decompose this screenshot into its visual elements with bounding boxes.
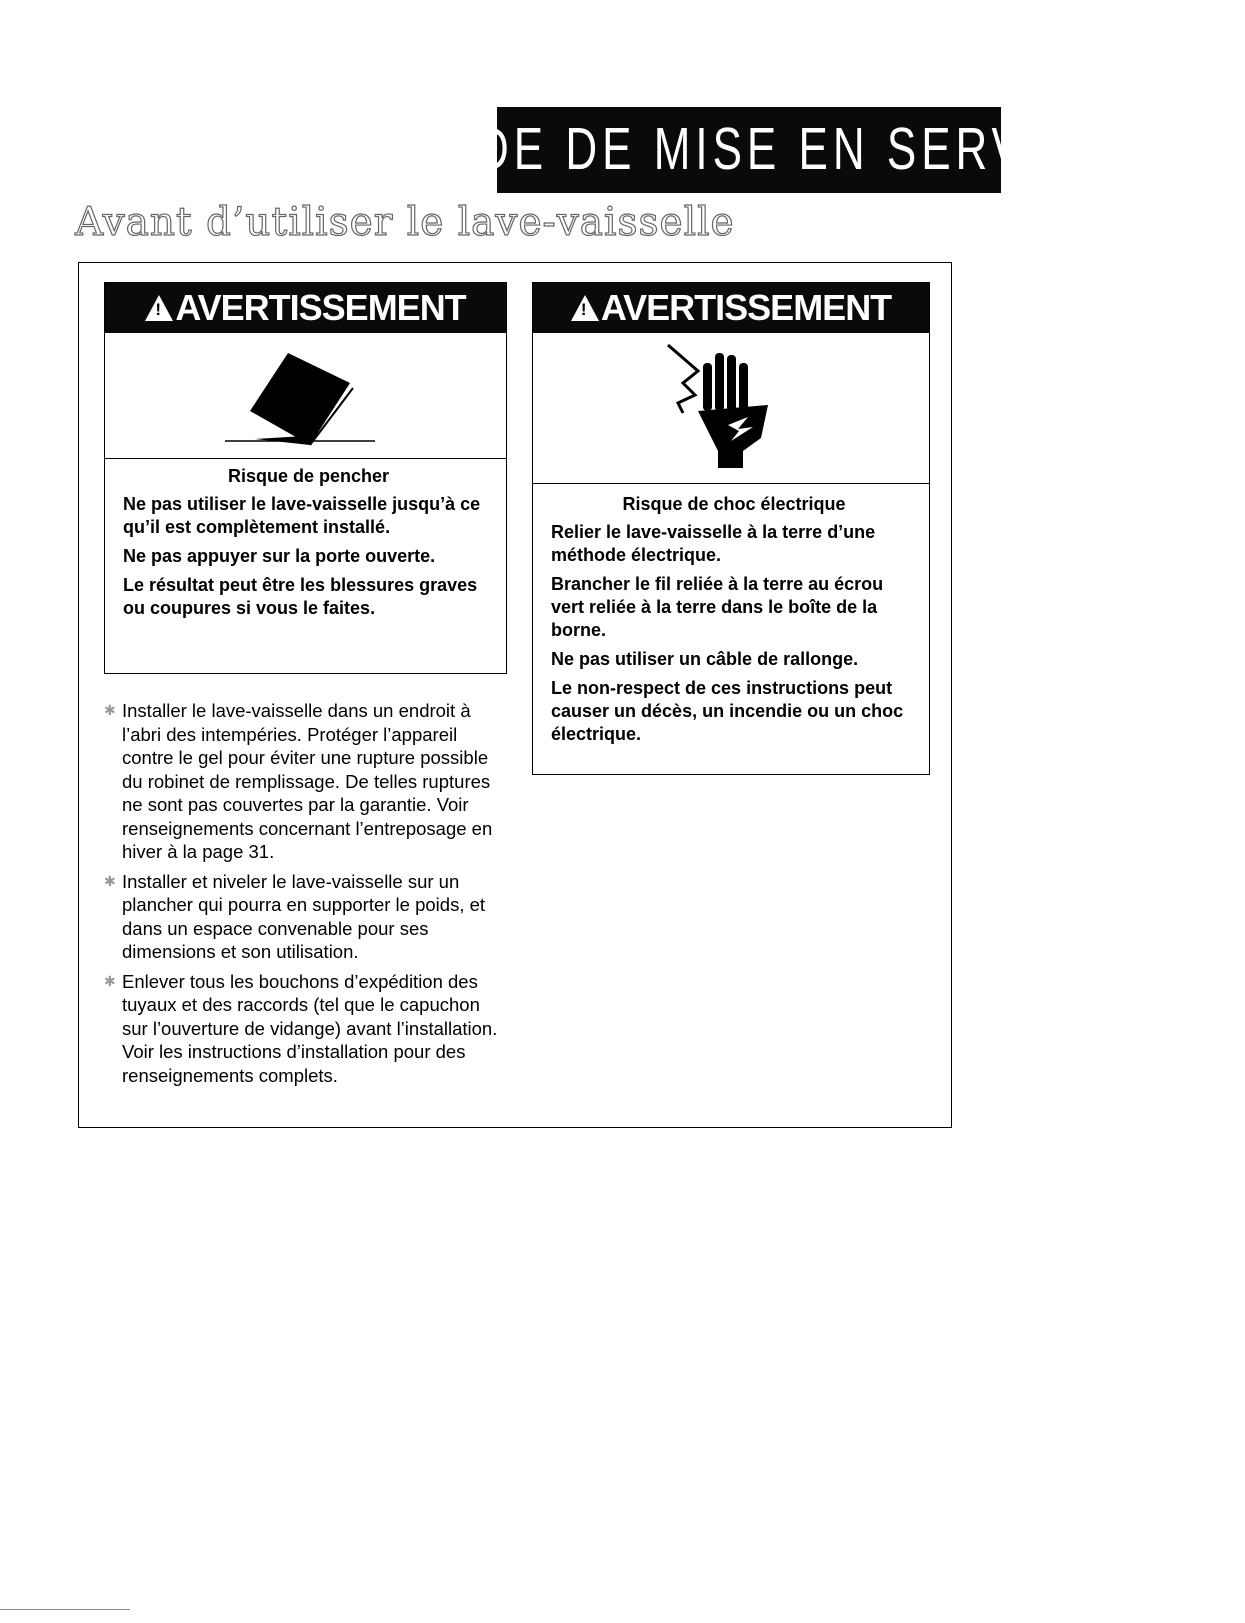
header-banner-text: GUIDE DE MISE EN SERVICE — [383, 116, 1115, 183]
warning-divider — [105, 458, 506, 459]
electric-shock-hand-icon — [533, 333, 929, 478]
warning-triangle-icon — [145, 295, 173, 321]
list-item-text: Installer le lave-vaisselle dans un endroit à l’abri des intempéries. Protéger l’appareil contre le gel pour éviter une rupture possible du robinet de remplissage. De telles ruptures ne sont pas couvertes par la garantie. Voir renseignements concernant l’entreposage en hiver à la page 31. — [122, 700, 493, 862]
section-title: Avant d’utiliser le lave-vaisselle — [75, 200, 735, 245]
warning-text-electric — [551, 493, 917, 752]
instruction-list — [104, 699, 504, 1093]
list-item — [104, 699, 504, 864]
bullet-icon: ✱ — [104, 972, 116, 989]
warning-text-tipping — [123, 465, 494, 626]
warning-line: Ne pas utiliser un câble de rallonge. — [551, 649, 859, 669]
warning-line: Le résultat peut être les blessures graves ou coupures si vous le faites. — [123, 575, 478, 618]
bullet-icon: ✱ — [104, 702, 116, 718]
warning-line: Ne pas appuyer sur la porte ouverte. — [123, 546, 436, 566]
warning-header — [105, 283, 506, 333]
warning-line: Ne pas utiliser le lave-vaisselle jusqu’à ce qu’il est complètement installé. — [123, 494, 481, 537]
tipping-hazard-icon — [105, 333, 506, 458]
warning-line: Brancher le fil reliée à la terre au écrou vert reliée à la terre dans le boîte de la borne. — [551, 574, 884, 640]
warning-line: Relier le lave-vaisselle à la terre d’une méthode électrique. — [551, 522, 876, 565]
warning-header-label: AVERTISSEMENT — [175, 287, 466, 328]
bullet-icon: ✱ — [104, 872, 116, 889]
header-banner — [383, 107, 1115, 193]
list-item — [104, 970, 504, 1088]
list-item-text: Installer et niveler le lave-vaisselle sur un plancher qui pourra en supporter le poids, et dans un espace convenable pour ses dimensions et son utilisation. — [122, 870, 486, 962]
list-item — [104, 870, 504, 964]
warning-box-electric — [532, 282, 930, 775]
warning-header-label: AVERTISSEMENT — [600, 287, 892, 328]
risk-title: Risque de pencher — [227, 466, 390, 486]
risk-title: Risque de choc électrique — [622, 494, 846, 514]
scan-artifact — [0, 1609, 130, 1610]
list-item-text: Enlever tous les bouchons d’expédition des tuyaux et des raccords (tel que le capuchon sur l’ouverture de vidange) avant l’installation. Voir les instructions d’installation pour des renseignements complets. — [122, 970, 498, 1086]
warning-header — [533, 283, 929, 333]
warning-line: Le non-respect de ces instructions peut causer un décès, un incendie ou un choc électrique. — [551, 678, 904, 744]
warning-box-tipping — [104, 282, 507, 674]
warning-divider — [533, 483, 929, 484]
warning-triangle-icon — [571, 295, 599, 321]
